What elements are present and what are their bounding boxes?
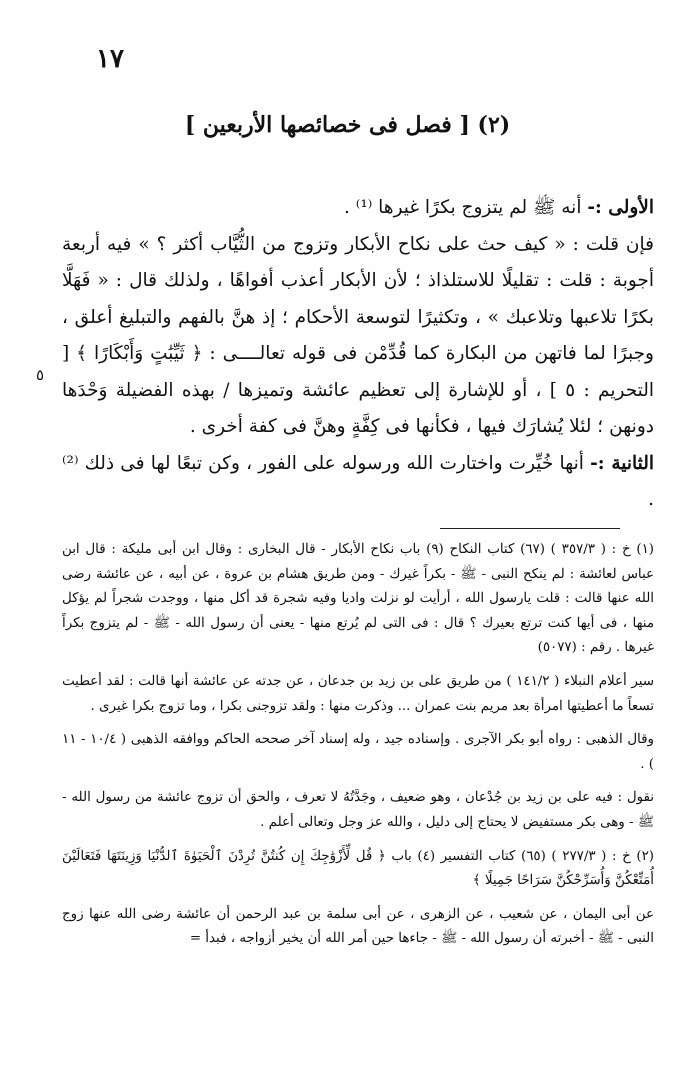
main-text [62, 190, 654, 519]
footnote-2-chain: عن أبى اليمان ، عن شعيب ، عن الزهرى ، عن أبى سلمة بن عبد الرحمن أن عائشة رضى الله عنها زوج النبى - ﷺ - أخبرته أن رسول الله - ﷺ - جاءها حين أمر الله أن يخير أزواجه ، فبدأ = [62, 906, 654, 947]
second-property-text: أنها خُيِّرت واختارت الله ورسوله على الفور ، وكن تبعًا لها فى ذلك ⁽²⁾ . [62, 452, 654, 510]
explanation-paragraph: فإن قلت : « كيف حث على نكاح الأبكار وتزوج من الثُّيَّاب أكثر ؟ » فيه أربعة أجوبة : قلت : تقليلًا للاستلذاذ ؛ لأن الأبكار أعذب أفواهًا ، ولذلك قال : « فَهَلَّا بكرًا تلاعبها وتلاعبك » ، وتكثيرًا لتوسعة الأحكام ؛ إذ هنَّ بالفهم والتبليغ أعلق ، وجبرًا لما فاتهن من البكارة كما قُدِّمْن فى قوله تعالــــى : ﴿ ثَيِّبَٰتٍ وَأَبْكَارًا ﴾ [ التحريم : ٥ ] ، أو للإشارة إلى تعظيم عائشة وتميزها / بهذه الفضيلة وَحْدَها دونهن ؛ لئلا يُشارَك فيها ، فكأنها فى كِفَّةٍ وهنَّ فى كفة أخرى . [62, 233, 654, 437]
section-heading: (٢) [ فصل فى خصائصها الأربعين ] [184, 112, 511, 138]
footnote-1-dhahabi: وقال الذهبى : رواه أبو بكر الآجرى . وإسناده جيد ، وله إسناد آخر صححه الحاكم ووافقه الذهبى ( ١٠/٤ - ١١ ) . [62, 732, 654, 772]
first-property-text: أنه ﷺ لم يتزوج بكرًا غيرها ⁽¹⁾ . [344, 197, 588, 218]
first-property-paragraph [62, 190, 654, 227]
footnote-divider [440, 528, 620, 529]
footnote-2: (٢) خ : ( ٢٧٧/٣ ) (٦٥) كتاب التفسير (٤) باب ﴿ قُل لِّأَزْوَٰجِكَ إِن كُنتُنَّ تُرِدْنَ ٱلْحَيَوٰةَ ٱلدُّنْيَا وَزِينَتَهَا فَتَعَالَيْنَ أُمَتِّعْكُنَّ وَأُسَرِّحْكُنَّ سَرَاحًا جَمِيلًا ﴾ [62, 848, 655, 889]
second-property-paragraph [62, 446, 654, 519]
footnote-1-siyar: سير أعلام النبلاء ( ١٤١/٢ ) من طريق على بن زيد بن جدعان ، عن جدته عن عائشة أنها قالت : لقد أعطيت تسعاً ما أعطيتها امرأة بعد مريم بنت عمران ... وذكرت منها : ولقد تزوجنى بكرا ، وما تزوج بكرا غيرى . [62, 673, 655, 714]
second-property-label: الثانية :- [590, 452, 654, 474]
margin-line-number: ٥ [36, 366, 45, 384]
page-number: ١٧ [96, 44, 124, 74]
footnote-1-comment: نقول : فيه على بن زيد بن جُدْعان ، وهو ضعيف ، وجَدَّتُهُ لا تعرف ، والحق أن تزوج عائشة من رسول الله - ﷺ - وهى بكر مستفيض لا يحتاج إلى دليل ، والله عز وجل وتعالى أعلم . [62, 790, 654, 830]
footnote-1: (١) خ : ( ٣٥٧/٣ ) (٦٧) كتاب النكاح (٩) باب نكاح الأبكار - قال البخارى : وقال ابن أبى مليكة : قال ابن عباس لعائشة : لم ينكح النبى - ﷺ - بكراً غيرك - ومن طريق هشام بن عروة ، عن أبيه ، عن عائشة رضى الله عنها قالت : قلت يارسول الله ، أرأيت لو نزلت واديا وفيه شجرة قد أكل منها ، ووجدت شجراً لم يؤكل منها ، فى أيها كنت ترتع بعيرك ؟ قال : فى التى لم يُرتع منها - يعنى أن رسول الله - ﷺ - لم يتزوج بكراً غيرها . رقم : (٥٠٧٧) [62, 542, 655, 656]
first-property-label: الأولى :- [587, 197, 654, 218]
footnotes [62, 538, 654, 952]
